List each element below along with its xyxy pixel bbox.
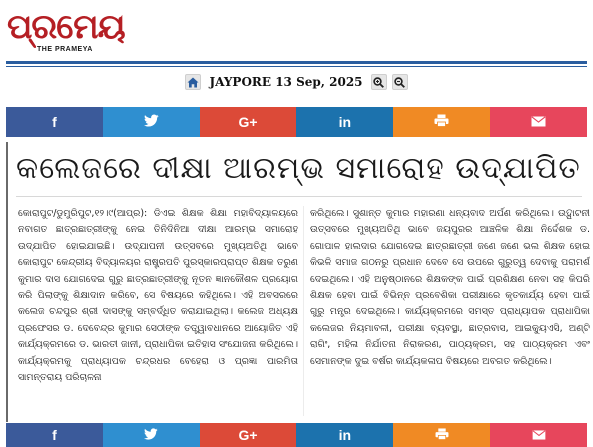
twitter-icon [144,114,159,130]
email-icon [532,427,546,443]
print-icon [434,114,449,130]
article-column-right: କରିଥିଲେ। ସୁଶାନ୍ତ କୁମାର ମହାରଣା ଧନ୍ୟବାଦ ଅର୍ପଣ କରିଥିଲେ। ଉଦ୍ଘାଟନୀ ଉତ୍ସବରେ ମୁଖ୍ୟଅତିଥି ଭାବେ ଜୟପୁରର ଆଞ୍ଚଳିକ ଶିକ୍ଷା ନିର୍ଦ୍ଦେଶକ ଡ. ଗୋପାଳ ହାଲଦାର ଯୋଗଦେଇ ଛାତ୍ରଛାତ୍ରୀ ଜଣେ ଜଣେ ଭଲ ଶିକ୍ଷକ ହୋଇ କିଭଳି ସମାଜ ଗଠନରୁ ପ୍ରଧାନ ଦେବେ ସେ ଉପରେ ଗୁରୁତ୍ୱ ଦେବାକୁ ପରାମର୍ଶ ଦେଇଥିଲେ। ଏହି ଅନୁଷ୍ଠାନରେ ଶିକ୍ଷକଙ୍କ ପାଇଁ ପ୍ରଶିକ୍ଷଣ ନେବା ସହ କିପରି ଶିକ୍ଷକ ହେବା ପାଇଁ ବିଭିନ୍ନ ପ୍ରବେଶିକା ପରୀକ୍ଷାରେ କୃତକାର୍ଯ୍ୟ ହେବା ପାଇଁ ଗୁରୁ ମନ୍ତ୍ର ଦେଇଥିଲେ। କାର୍ଯ୍ୟକ୍ରମରେ ସମସ୍ତ ପ୍ରାଧ୍ୟାପକ ପ୍ରାଧାପିକା କଲେଜର ନିୟମାବଳୀ, ପରୀକ୍ଷା ବ୍ୟବସ୍ଥା, ଛାତ୍ରବାସ, ଆଇକ୍ୟୁଏସି, ଅଣ୍ଟି ରାଗିଂ, ମହିଳା ନିର୍ଯାତନା ନିରାକରଣ, ପାଠ୍ୟକ୍ରମ, ସହ ପାଠ୍ୟକ୍ରମ ଏବଂ ସେମାନଙ୍କ ଦୁଇ ବର୍ଷର କାର୍ଯ୍ୟକଳାପ ବିଷୟରେ ଅବଗତ କରିଥିଲେ। [310,208,590,367]
google-plus-icon: G+ [238,427,258,443]
article-column-left: କୋରାପୁଟ/ଡୁମୁରିପୁଟ,୧୨।୯(ଆପ୍ର): ଡିଏଇ ଶିକ୍ଷକ ଶିକ୍ଷା ମହାବିଦ୍ୟାଳୟରେ ନବାଗତ ଛାତ୍ରଛାତ୍ରୀଙ୍କୁ ନେଇ ତିନିଦିନିଆ ଦୀକ୍ଷା ଆରମ୍ଭ ସମାରୋହ ଉଦ୍ଯାପିତ ହୋଇଯାଇଛି। ଉଦ୍ଯାପନୀ ଉତ୍ସବରେ ମୁଖ୍ୟଅତିଥି ଭାବେ କୋରାପୁଟ କେନ୍ଦ୍ରୀୟ ବିଦ୍ୟାଳୟର ରାଷ୍ଟ୍ରପତି ପୁରସ୍କାରପ୍ରାପ୍ତ ଶିକ୍ଷକ ତରୁଣ କୁମାର ଦାସ ଯୋଗଦେଇ ଗୁରୁ ଛାତ୍ରଛାତ୍ରୀଙ୍କୁ ନୂତନ ଜ୍ଞାନକୌଶଳ ପ୍ରୟୋଗ କରି ପିଲାଙ୍କୁ ଶିକ୍ଷାଦାନ କରିବେ, ସେ ବିଷୟରେ କହିଥିଲେ। ଏହି ଅବସରରେ କଲେଜ ଚନ୍ଦପୁର ଶ୍ରୀ ଦାସଙ୍କୁ ସମ୍ବର୍ଦ୍ଧିତ କରାଯାଇଥିଲା। କଲେଜ ଅଧ୍ୟକ୍ଷ ପ୍ରଫେସର ଡ. ଦେବେନ୍ଦ୍ର କୁମାର ସେଠୀଙ୍କ ତତ୍ତ୍ୱାବଧାନରେ ଆୟୋଜିତ ଏହି କାର୍ଯ୍ୟକ୍ରମରେ ଡ. ଭାରତୀ ଜାନୀ, ପ୍ରାଧାପିକା ଇତିହାସ ସଂଯୋଜନା କରିଥିଲେ। କାର୍ଯ୍ୟକ୍ରମକୁ ପ୍ରାଧ୍ୟାପକ ଚନ୍ଦ୍ରଧର ବେହେରା ଓ ପ୍ରଜ୍ଞା ପାରମିତା ସାମନ୍ତରାୟ ପରିଚାଳନା [18,208,298,384]
print-icon [435,427,449,443]
google-plus-share-button[interactable] [200,423,297,447]
article-headline: କଲେଜରେ ଦୀକ୍ଷା ଆରମ୍ଭ ସମାରୋହ ଉଦ୍ଯାପିତ [16,151,581,186]
linkedin-icon: in [338,114,352,130]
zoom-out-icon[interactable] [392,74,408,90]
share-bar-top [6,107,587,137]
news-article [6,142,589,422]
linkedin-icon: in [338,427,352,443]
linkedin-share-button[interactable] [296,423,393,447]
twitter-share-button[interactable] [103,107,200,137]
print-button[interactable] [393,107,490,137]
twitter-icon [144,427,158,443]
facebook-share-button[interactable] [6,107,103,137]
masthead [0,0,593,62]
print-button[interactable] [393,423,490,447]
twitter-share-button[interactable] [103,423,200,447]
google-plus-share-button[interactable] [200,107,297,137]
prameya-logo[interactable] [7,6,147,56]
google-plus-icon: G+ [238,114,258,130]
edition-date: JAYPORE 13 Sep, 2025 [209,75,363,89]
home-icon[interactable] [185,74,201,90]
email-share-button[interactable] [490,107,587,137]
zoom-in-icon[interactable] [371,74,387,90]
column-divider [303,206,304,416]
facebook-icon: f [52,114,57,130]
headline-divider [16,196,582,197]
email-icon [531,114,546,130]
dateline-bar [0,70,593,94]
logo-subtitle: THE PRAMEYA [37,46,93,53]
facebook-share-button[interactable] [6,423,103,447]
share-bar-bottom [6,423,587,447]
logo-text: ପ୍ରମେୟ [7,7,125,47]
email-share-button[interactable] [490,423,587,447]
facebook-icon: f [52,427,57,443]
masthead-rule-thin [6,66,587,67]
masthead-rule [6,61,587,64]
linkedin-share-button[interactable] [296,107,393,137]
